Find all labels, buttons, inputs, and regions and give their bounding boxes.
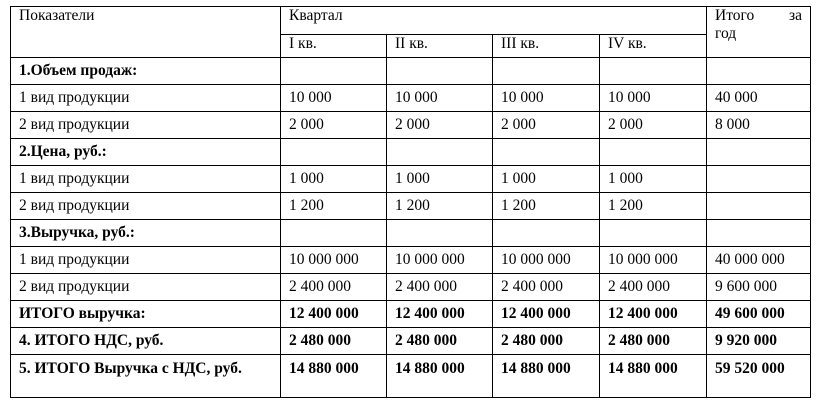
cell-q2: [387, 58, 493, 85]
header-q4: IV кв.: [600, 35, 707, 58]
cell-total: [707, 166, 811, 193]
header-q2: II кв.: [387, 35, 493, 58]
cell-q2: 14 880 000: [387, 355, 493, 398]
row-label: 2.Цена, руб.:: [11, 139, 281, 166]
cell-q2: 10 000 000: [387, 247, 493, 274]
cell-total: 9 600 000: [707, 274, 811, 301]
row-label: 2 вид продукции: [11, 193, 281, 220]
table-row: [11, 355, 811, 398]
header-total-line1: Итого за: [715, 7, 803, 24]
cell-q1: 2 000: [281, 112, 387, 139]
cell-q4: 2 000: [600, 112, 707, 139]
cell-q3: [493, 139, 600, 166]
header-row: [11, 7, 811, 35]
table-row: [11, 301, 811, 328]
cell-q1: [281, 58, 387, 85]
cell-total: 40 000: [707, 85, 811, 112]
cell-total: 9 920 000: [707, 328, 811, 355]
cell-q2: [387, 139, 493, 166]
cell-q3: 14 880 000: [493, 355, 600, 398]
row-label: ИТОГО выручка:: [11, 301, 281, 328]
table-row: [11, 58, 811, 85]
cell-q4: 14 880 000: [600, 355, 707, 398]
row-label: 1 вид продукции: [11, 85, 281, 112]
cell-q1: [281, 139, 387, 166]
cell-q1: 10 000 000: [281, 247, 387, 274]
row-label: 4. ИТОГО НДС, руб.: [11, 328, 281, 355]
sales-forecast-table: [10, 6, 811, 398]
cell-q1: 2 480 000: [281, 328, 387, 355]
cell-q1: 12 400 000: [281, 301, 387, 328]
cell-total: [707, 193, 811, 220]
cell-q2: 12 400 000: [387, 301, 493, 328]
table-row: [11, 85, 811, 112]
table-row: [11, 139, 811, 166]
header-indicators: Показатели: [11, 7, 281, 58]
cell-q3: 2 480 000: [493, 328, 600, 355]
cell-total: [707, 139, 811, 166]
table-row: [11, 328, 811, 355]
cell-q4: 12 400 000: [600, 301, 707, 328]
row-label: 5. ИТОГО Выручка с НДС, руб.: [11, 355, 281, 398]
row-label: 1 вид продукции: [11, 166, 281, 193]
table-row: [11, 166, 811, 193]
row-label: 1.Объем продаж:: [11, 58, 281, 85]
row-label: 1 вид продукции: [11, 247, 281, 274]
cell-q4: 10 000 000: [600, 247, 707, 274]
header-total-year: [707, 7, 811, 58]
cell-q2: 2 400 000: [387, 274, 493, 301]
table-row: [11, 193, 811, 220]
cell-q1: 10 000: [281, 85, 387, 112]
cell-total: [707, 58, 811, 85]
table-row: [11, 247, 811, 274]
cell-q4: 10 000: [600, 85, 707, 112]
cell-q2: [387, 220, 493, 247]
table-row: [11, 274, 811, 301]
cell-q3: 1 200: [493, 193, 600, 220]
row-label: 2 вид продукции: [11, 274, 281, 301]
cell-q2: 1 200: [387, 193, 493, 220]
row-label: 3.Выручка, руб.:: [11, 220, 281, 247]
cell-q4: [600, 220, 707, 247]
cell-q2: 10 000: [387, 85, 493, 112]
cell-q1: 2 400 000: [281, 274, 387, 301]
table-row: [11, 220, 811, 247]
cell-total: 40 000 000: [707, 247, 811, 274]
cell-q4: [600, 139, 707, 166]
cell-q3: 12 400 000: [493, 301, 600, 328]
cell-q2: 2 480 000: [387, 328, 493, 355]
cell-total: [707, 220, 811, 247]
cell-q2: 2 000: [387, 112, 493, 139]
cell-q4: 2 480 000: [600, 328, 707, 355]
cell-q3: [493, 220, 600, 247]
cell-q3: 1 000: [493, 166, 600, 193]
cell-q1: 14 880 000: [281, 355, 387, 398]
cell-q1: 1 200: [281, 193, 387, 220]
cell-total: 49 600 000: [707, 301, 811, 328]
cell-q3: 10 000 000: [493, 247, 600, 274]
header-q3: III кв.: [493, 35, 600, 58]
table-row: [11, 112, 811, 139]
cell-q1: [281, 220, 387, 247]
cell-q4: [600, 58, 707, 85]
cell-q4: 1 000: [600, 166, 707, 193]
header-total-line2: год: [715, 25, 737, 42]
header-q1: I кв.: [281, 35, 387, 58]
cell-total: 8 000: [707, 112, 811, 139]
cell-q3: [493, 58, 600, 85]
header-quarter: Квартал: [281, 7, 707, 35]
cell-q1: 1 000: [281, 166, 387, 193]
cell-q3: 2 000: [493, 112, 600, 139]
cell-q4: 1 200: [600, 193, 707, 220]
row-label: 2 вид продукции: [11, 112, 281, 139]
cell-q4: 2 400 000: [600, 274, 707, 301]
cell-q3: 2 400 000: [493, 274, 600, 301]
cell-total: 59 520 000: [707, 355, 811, 398]
cell-q3: 10 000: [493, 85, 600, 112]
cell-q2: 1 000: [387, 166, 493, 193]
